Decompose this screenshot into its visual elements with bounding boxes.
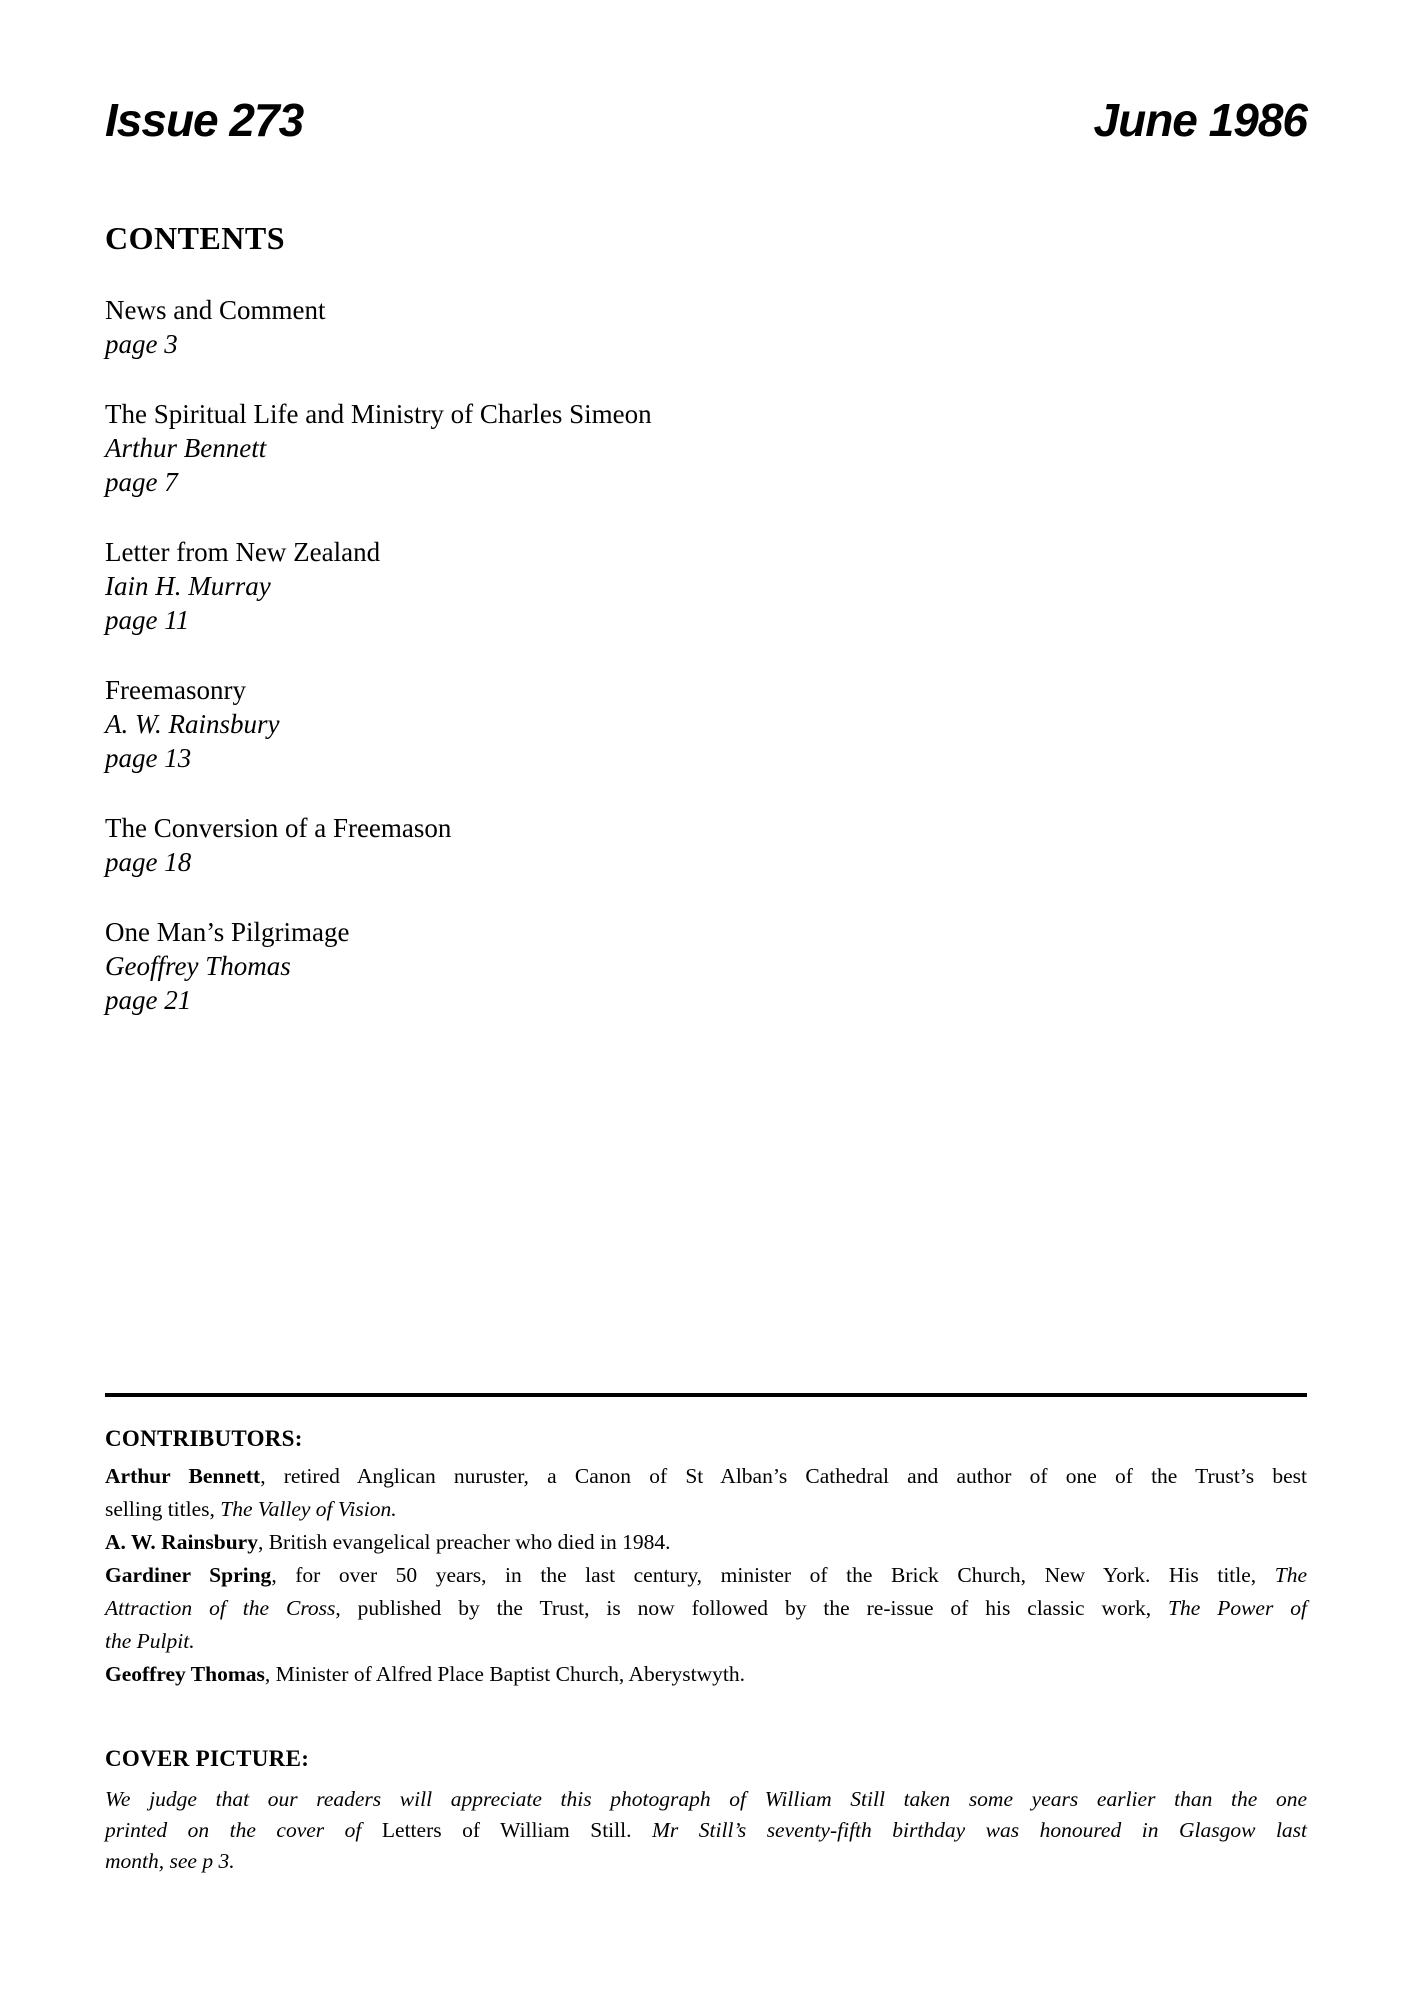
issue-number: Issue 273: [105, 94, 304, 146]
text-segment: We judge that our readers will appreciate this photograph of William Still taken some years earlier than the one: [105, 1787, 1307, 1811]
text-line: [105, 1784, 1307, 1815]
cover-picture-heading: COVER PICTURE:: [105, 1746, 310, 1771]
contents-item-title: The Conversion of a Freemason: [105, 813, 452, 843]
text-segment: , for over 50 years, in the last century, minister of the Brick Church, New York. His title,: [271, 1563, 1275, 1587]
contents-item: [105, 293, 1307, 361]
contents-item: [105, 673, 1307, 775]
cover-picture-text: [105, 1784, 1307, 1877]
text-segment: selling titles,: [105, 1497, 221, 1521]
text-segment: Mr Still’s seventy-fifth birthday was honoured in Glasgow last: [631, 1818, 1308, 1842]
text-segment: A. W. Rainsbury: [105, 1530, 258, 1554]
contents-item-author: A. W. Rainsbury: [105, 709, 280, 739]
text-segment: month, see p 3.: [105, 1849, 235, 1873]
contents-item: [105, 535, 1307, 637]
contents-item-title: The Spiritual Life and Ministry of Charles Simeon: [105, 399, 652, 429]
contents-item-author: Geoffrey Thomas: [105, 951, 291, 981]
contents-item: [105, 811, 1307, 879]
text-line: [105, 1658, 1307, 1691]
text-segment: , published by the Trust, is now followed by the re-issue of his classic work,: [335, 1596, 1169, 1620]
contents-item-author: Iain H. Murray: [105, 571, 271, 601]
contents-item-title: Freemasonry: [105, 675, 246, 705]
contents-item-page: page 3: [105, 329, 178, 359]
text-line: [105, 1846, 1307, 1877]
contents-item-page: page 7: [105, 467, 178, 497]
text-segment: Attraction of the Cross: [105, 1596, 336, 1620]
masthead: [105, 94, 1307, 146]
contents-heading: CONTENTS: [105, 220, 286, 256]
text-segment: , retired Anglican nuruster, a Canon of St Alban’s Cathedral and author of one of the Trust’s best: [260, 1464, 1307, 1488]
text-line: [105, 1526, 1307, 1559]
text-line: [105, 1559, 1307, 1592]
text-segment: the Pulpit.: [105, 1629, 195, 1653]
contents-item-page: page 13: [105, 743, 192, 773]
contributors-heading: CONTRIBUTORS:: [105, 1426, 303, 1451]
contents-item-title: News and Comment: [105, 295, 326, 325]
text-segment: Arthur Bennett: [105, 1464, 261, 1488]
horizontal-divider: [105, 1393, 1307, 1397]
text-line: [105, 1815, 1307, 1846]
text-line: [105, 1625, 1307, 1658]
contents-item-title: One Man’s Pilgrimage: [105, 917, 350, 947]
text-segment: printed on the cover of: [105, 1818, 382, 1842]
text-segment: , Minister of Alfred Place Baptist Church, Aberystwyth.: [264, 1662, 745, 1686]
text-segment: The: [1274, 1563, 1307, 1587]
contents-item-page: page 11: [105, 605, 190, 635]
contents-item-title: Letter from New Zealand: [105, 537, 381, 567]
contents-item-page: page 18: [105, 847, 192, 877]
text-line: [105, 1592, 1307, 1625]
text-line: [105, 1493, 1307, 1526]
text-segment: The Valley of Vision.: [220, 1497, 397, 1521]
text-segment: The Power of: [1168, 1596, 1308, 1620]
contents-item: [105, 915, 1307, 1017]
text-segment: , British evangelical preacher who died in 1984.: [257, 1530, 671, 1554]
text-segment: Letters of William Still.: [381, 1818, 632, 1842]
contents-list: [105, 293, 1307, 1053]
text-segment: Gardiner Spring: [105, 1563, 272, 1587]
contents-item: [105, 397, 1307, 499]
contributors-text: [105, 1460, 1307, 1691]
contents-item-page: page 21: [105, 985, 192, 1015]
issue-date: June 1986: [1093, 94, 1307, 146]
contents-item-author: Arthur Bennett: [105, 433, 267, 463]
text-line: [105, 1460, 1307, 1493]
text-segment: Geoffrey Thomas: [105, 1662, 265, 1686]
